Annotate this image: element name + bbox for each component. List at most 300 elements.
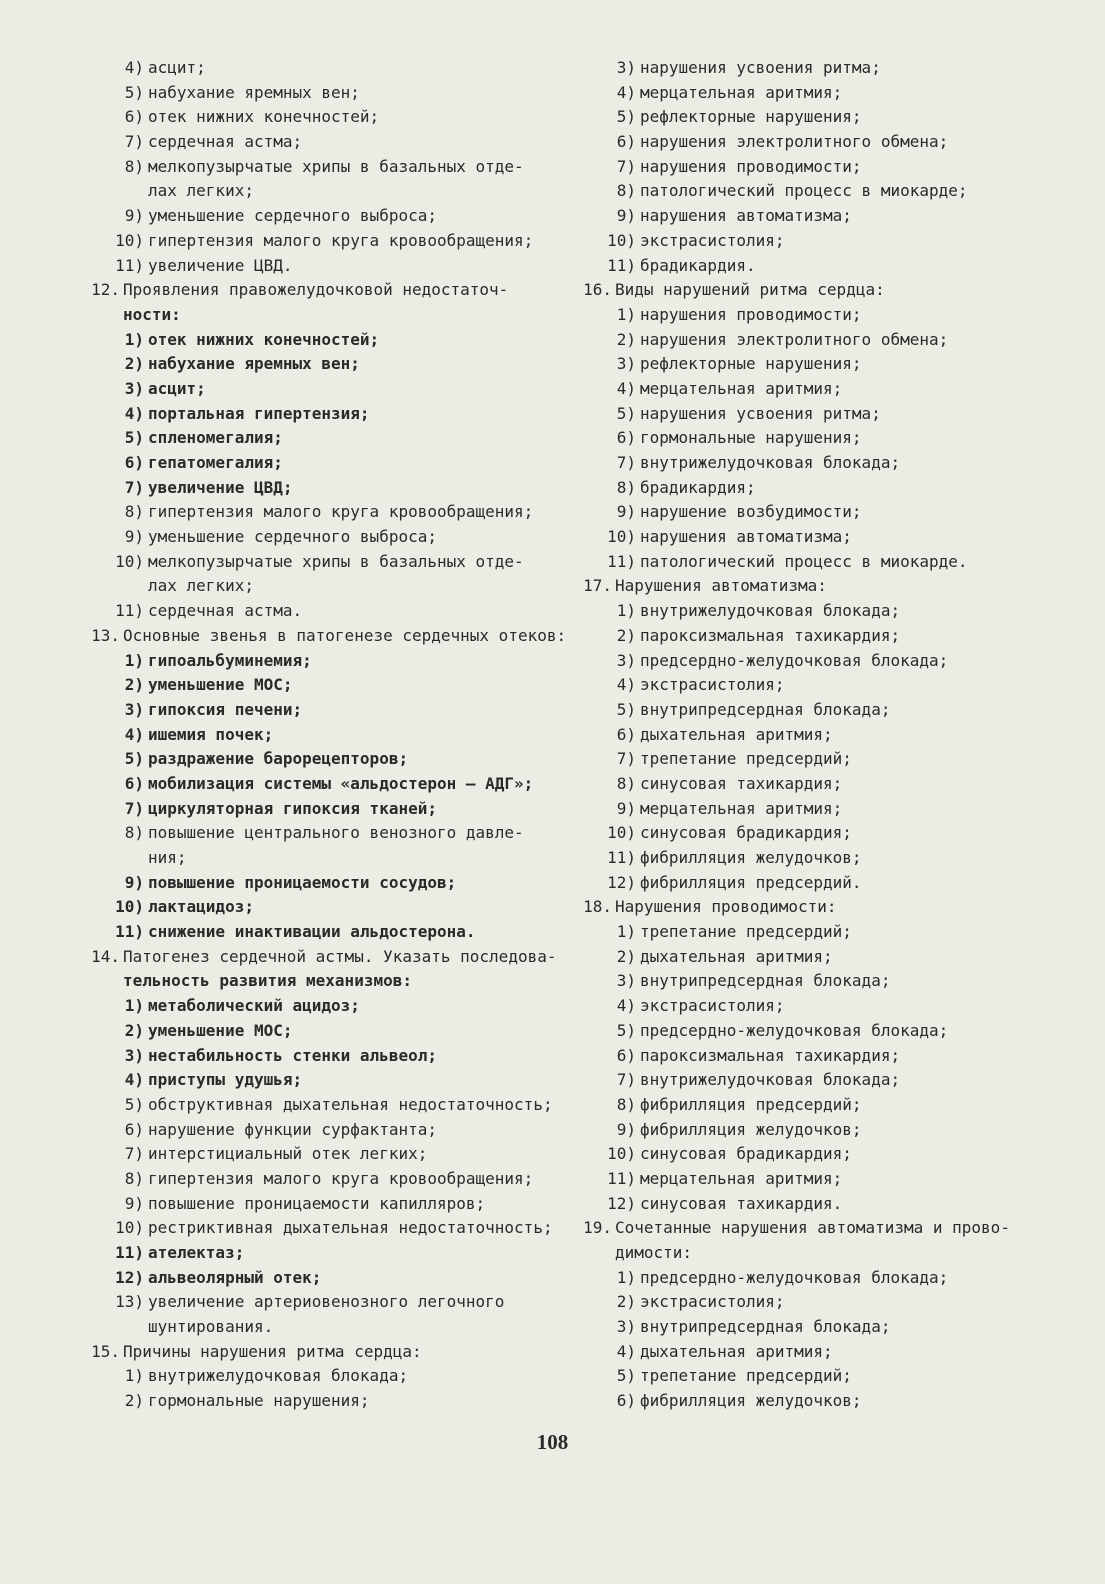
item-text: увеличение артериовенозного легочного — [148, 1292, 505, 1312]
list-item — [578, 1167, 1068, 1192]
item-text: трепетание предсердий; — [640, 1366, 852, 1386]
item-text: нарушения усвоения ритма; — [640, 403, 881, 423]
list-item — [86, 1167, 562, 1192]
item-number: 3) — [616, 650, 636, 670]
list-item — [86, 723, 562, 748]
item-number: 11) — [607, 1168, 636, 1188]
item-text: нарушения проводимости; — [640, 304, 862, 324]
item-text: мелкопузырчатые хрипы в базальных отде- — [148, 551, 524, 571]
list-item — [86, 920, 562, 945]
list-item — [86, 352, 562, 377]
item-text: лах легких; — [148, 576, 254, 596]
list-item — [578, 303, 1068, 328]
item-number: 1) — [124, 329, 144, 349]
item-number: 8) — [616, 773, 636, 793]
list-item — [578, 1044, 1068, 1069]
list-item — [86, 550, 562, 575]
item-number: 2) — [616, 946, 636, 966]
item-number: 3) — [616, 1317, 636, 1337]
item-number: 2) — [616, 625, 636, 645]
list-item — [578, 599, 1068, 624]
item-text: ния; — [148, 848, 187, 867]
list-item — [578, 402, 1068, 427]
question — [578, 574, 1068, 599]
item-text: рестриктивная дыхательная недостаточность; — [148, 1218, 553, 1238]
item-text: гормональные нарушения; — [640, 428, 862, 448]
item-text: отек нижних конечностей; — [148, 329, 380, 349]
question-text: Проявления правожелудочковой недостаточ- — [123, 280, 509, 300]
list-item — [578, 920, 1068, 945]
list-item — [86, 426, 562, 451]
item-text: патологический процесс в миокарде. — [640, 551, 968, 571]
list-item — [86, 229, 562, 254]
list-item — [578, 797, 1068, 822]
item-number: 10) — [115, 230, 144, 250]
item-text: уменьшение МОС; — [148, 675, 293, 695]
item-number: 4) — [616, 1341, 636, 1361]
item-text: уменьшение сердечного выброса; — [148, 527, 437, 547]
item-number: 2) — [124, 1391, 144, 1411]
item-number: 6) — [124, 1119, 144, 1139]
item-text: фибрилляция желудочков; — [640, 848, 862, 867]
line-continuation — [86, 969, 562, 994]
item-number: 2) — [616, 1292, 636, 1312]
item-text: предсердно-желудочковая блокада; — [640, 1020, 949, 1040]
list-item — [578, 673, 1068, 698]
item-number: 6) — [616, 1045, 636, 1065]
question-text: Основные звенья в патогенезе сердечных отеков: — [123, 625, 567, 645]
question — [578, 278, 1068, 303]
list-item — [86, 130, 562, 155]
item-number: 8) — [616, 1094, 636, 1114]
item-text: повышение проницаемости сосудов; — [148, 872, 457, 892]
list-item — [86, 1192, 562, 1217]
question-number: 15. — [91, 1341, 120, 1361]
item-number: 10) — [115, 551, 144, 571]
list-item — [578, 1118, 1068, 1143]
list-item — [86, 1389, 562, 1414]
list-item — [578, 56, 1068, 81]
item-number: 11) — [115, 255, 144, 275]
item-number: 7) — [124, 798, 144, 818]
question-text: Сочетанные нарушения автоматизма и прово- — [615, 1218, 1010, 1238]
item-text: экстрасистолия; — [640, 230, 785, 250]
item-number: 6) — [616, 724, 636, 744]
list-item — [86, 476, 562, 501]
item-text: нарушения автоматизма; — [640, 206, 852, 226]
item-text: уменьшение МОС; — [148, 1020, 293, 1040]
list-item — [86, 451, 562, 476]
item-number: 1) — [124, 650, 144, 670]
item-number: 7) — [124, 132, 144, 152]
question — [578, 895, 1068, 920]
list-item — [86, 402, 562, 427]
item-text: раздражение барорецепторов; — [148, 749, 409, 769]
item-number: 5) — [616, 107, 636, 127]
item-text: мерцательная аритмия; — [640, 82, 843, 102]
question-text: Патогенез сердечной астмы. Указать последова- — [123, 946, 557, 966]
item-text: синусовая тахикардия. — [640, 1193, 843, 1213]
item-text: фибрилляция желудочков; — [640, 1119, 862, 1139]
item-number: 9) — [124, 1193, 144, 1213]
list-item — [578, 105, 1068, 130]
item-number: 5) — [616, 699, 636, 719]
list-item — [86, 698, 562, 723]
list-item — [86, 1068, 562, 1093]
item-text: рефлекторные нарушения; — [640, 354, 862, 374]
item-text: трепетание предсердий; — [640, 749, 852, 769]
question-number: 14. — [91, 946, 120, 966]
item-number: 1) — [124, 1366, 144, 1386]
item-number: 6) — [616, 1391, 636, 1411]
item-text: гормональные нарушения; — [148, 1391, 370, 1411]
item-text: увеличение ЦВД. — [148, 255, 293, 275]
item-number: 1) — [616, 601, 636, 621]
item-text: нарушения электролитного обмена; — [640, 329, 949, 349]
line-continuation — [86, 574, 562, 599]
item-number: 3) — [124, 699, 144, 719]
item-text: трепетание предсердий; — [640, 922, 852, 942]
list-item — [578, 1266, 1068, 1291]
line-continuation — [86, 1315, 562, 1340]
item-number: 5) — [124, 1094, 144, 1114]
list-item — [578, 821, 1068, 846]
list-item — [86, 1241, 562, 1266]
item-number: 1) — [616, 922, 636, 942]
item-text: синусовая брадикардия; — [640, 823, 852, 843]
list-item — [578, 179, 1068, 204]
item-text: интерстициальный отек легких; — [148, 1144, 428, 1164]
list-item — [578, 624, 1068, 649]
item-number: 13) — [115, 1292, 144, 1312]
item-text: мерцательная аритмия; — [640, 1168, 843, 1188]
item-number: 9) — [124, 527, 144, 547]
list-item — [578, 723, 1068, 748]
item-text: ности: — [123, 304, 181, 324]
list-item — [86, 994, 562, 1019]
item-number: 2) — [124, 354, 144, 374]
list-item — [86, 1216, 562, 1241]
item-number: 8) — [124, 502, 144, 522]
item-text: внутрижелудочковая блокада; — [640, 1070, 901, 1090]
item-number: 8) — [124, 1168, 144, 1188]
list-item — [578, 377, 1068, 402]
list-item — [86, 1364, 562, 1389]
list-item — [578, 1340, 1068, 1365]
list-item — [578, 1364, 1068, 1389]
list-item — [86, 204, 562, 229]
item-number: 9) — [616, 798, 636, 818]
item-text: повышение центрального венозного давле- — [148, 823, 524, 843]
line-continuation — [578, 1241, 1068, 1266]
list-item — [578, 130, 1068, 155]
list-item — [86, 797, 562, 822]
list-item — [86, 1118, 562, 1143]
item-text: дыхательная аритмия; — [640, 1341, 833, 1361]
list-item — [86, 105, 562, 130]
item-number: 11) — [607, 848, 636, 867]
item-number: 10) — [607, 230, 636, 250]
item-number: 7) — [616, 453, 636, 472]
list-item — [578, 994, 1068, 1019]
list-item — [86, 1290, 562, 1315]
item-number: 5) — [124, 749, 144, 769]
item-number: 5) — [616, 403, 636, 423]
question-number: 16. — [583, 280, 612, 300]
item-text: отек нижних конечностей; — [148, 107, 380, 127]
item-text: фибрилляция предсердий; — [640, 1094, 862, 1114]
item-text: гипоксия печени; — [148, 699, 303, 719]
item-text: пароксизмальная тахикардия; — [640, 1045, 901, 1065]
item-text: гипертензия малого круга кровообращения; — [148, 230, 534, 250]
item-text: внутрипредсердная блокада; — [640, 1317, 891, 1337]
item-number: 4) — [124, 58, 144, 77]
item-number: 1) — [616, 1267, 636, 1287]
item-text: обструктивная дыхательная недостаточность; — [148, 1094, 553, 1114]
item-text: нарушения автоматизма; — [640, 527, 852, 547]
item-text: предсердно-желудочковая блокада; — [640, 650, 949, 670]
item-text: внутрижелудочковая блокада; — [148, 1366, 409, 1386]
question-text: Виды нарушений ритма сердца: — [615, 280, 885, 300]
list-item — [578, 451, 1068, 476]
item-text: мерцательная аритмия; — [640, 378, 843, 398]
list-item — [578, 747, 1068, 772]
item-number: 11) — [115, 1243, 144, 1262]
item-text: экстрасистолия; — [640, 996, 785, 1016]
item-number: 10) — [607, 823, 636, 843]
item-number: 11) — [115, 922, 144, 942]
item-number: 4) — [616, 82, 636, 102]
left-column — [86, 56, 567, 1414]
list-item — [578, 550, 1068, 575]
item-number: 4) — [616, 378, 636, 398]
item-text: асцит; — [148, 378, 206, 398]
list-item — [578, 1142, 1068, 1167]
item-text: мобилизация системы «альдостерон – АДГ»; — [148, 773, 534, 793]
item-number: 8) — [124, 823, 144, 843]
list-item — [86, 81, 562, 106]
list-item — [86, 500, 562, 525]
item-number: 9) — [616, 1119, 636, 1139]
item-text: лактацидоз; — [148, 897, 254, 917]
item-number: 7) — [616, 749, 636, 769]
item-number: 5) — [616, 1020, 636, 1040]
question-number: 19. — [583, 1218, 612, 1238]
item-text: брадикардия; — [640, 477, 756, 497]
list-item — [578, 81, 1068, 106]
item-text: патологический процесс в миокарде; — [640, 181, 968, 201]
item-text: брадикардия. — [640, 255, 756, 275]
item-text: фибрилляция желудочков; — [640, 1391, 862, 1411]
list-item — [86, 1044, 562, 1069]
right-column — [578, 56, 1068, 1414]
list-item — [86, 673, 562, 698]
question-text: Нарушения проводимости: — [615, 897, 837, 917]
item-text: гипертензия малого круга кровообращения; — [148, 1168, 534, 1188]
item-text: внутрижелудочковая блокада; — [640, 453, 901, 472]
item-text: увеличение ЦВД; — [148, 477, 293, 497]
line-continuation — [86, 846, 562, 871]
item-number: 4) — [616, 996, 636, 1016]
item-number: 3) — [616, 354, 636, 374]
question-number: 12. — [91, 280, 120, 300]
item-number: 4) — [124, 403, 144, 423]
list-item — [86, 747, 562, 772]
item-text: рефлекторные нарушения; — [640, 107, 862, 127]
list-item — [578, 1315, 1068, 1340]
list-item — [578, 1093, 1068, 1118]
item-text: циркуляторная гипоксия тканей; — [148, 798, 437, 818]
list-item — [86, 1142, 562, 1167]
list-item — [86, 377, 562, 402]
item-text: нарушения проводимости; — [640, 156, 862, 176]
item-number: 7) — [124, 477, 144, 497]
question — [86, 1340, 562, 1365]
item-text: мерцательная аритмия; — [640, 798, 843, 818]
item-number: 5) — [616, 1366, 636, 1386]
item-number: 6) — [616, 428, 636, 448]
line-continuation — [86, 179, 562, 204]
item-text: экстрасистолия; — [640, 675, 785, 695]
question-number: 13. — [91, 625, 120, 645]
list-item — [578, 1389, 1068, 1414]
item-text: уменьшение сердечного выброса; — [148, 206, 437, 226]
item-text: ателектаз; — [148, 1243, 245, 1262]
list-item — [86, 525, 562, 550]
item-number: 1) — [124, 996, 144, 1016]
list-item — [86, 328, 562, 353]
item-number: 4) — [124, 1070, 144, 1090]
list-item — [86, 1093, 562, 1118]
list-item — [578, 328, 1068, 353]
item-text: нарушение возбудимости; — [640, 502, 862, 522]
item-number: 3) — [616, 58, 636, 77]
list-item — [578, 352, 1068, 377]
item-text: нарушения электролитного обмена; — [640, 132, 949, 152]
item-number: 7) — [616, 156, 636, 176]
item-number: 11) — [607, 255, 636, 275]
item-text: внутрижелудочковая блокада; — [640, 601, 901, 621]
list-item — [578, 945, 1068, 970]
item-text: димости: — [615, 1243, 693, 1262]
list-item — [86, 895, 562, 920]
item-text: лах легких; — [148, 181, 254, 201]
item-number: 5) — [124, 82, 144, 102]
item-number: 3) — [616, 971, 636, 991]
item-number: 4) — [124, 724, 144, 744]
item-number: 2) — [124, 1020, 144, 1040]
item-number: 6) — [124, 453, 144, 472]
item-number: 9) — [124, 872, 144, 892]
list-item — [578, 846, 1068, 871]
list-item — [86, 254, 562, 279]
item-number: 4) — [616, 675, 636, 695]
item-text: спленомегалия; — [148, 428, 283, 448]
list-item — [578, 1068, 1068, 1093]
item-text: снижение инактивации альдостерона. — [148, 922, 476, 942]
item-number: 8) — [124, 156, 144, 176]
item-text: набухание яремных вен; — [148, 82, 360, 102]
item-text: нарушения усвоения ритма; — [640, 58, 881, 77]
list-item — [578, 476, 1068, 501]
item-number: 10) — [607, 527, 636, 547]
item-number: 9) — [616, 502, 636, 522]
item-number: 6) — [616, 132, 636, 152]
question — [86, 945, 562, 970]
item-text: синусовая брадикардия; — [640, 1144, 852, 1164]
item-text: предсердно-желудочковая блокада; — [640, 1267, 949, 1287]
list-item — [578, 871, 1068, 896]
item-number: 10) — [607, 1144, 636, 1164]
item-text: тельность развития механизмов: — [123, 971, 412, 991]
item-number: 12) — [607, 1193, 636, 1213]
item-number: 6) — [124, 773, 144, 793]
item-number: 8) — [616, 181, 636, 201]
list-item — [86, 1019, 562, 1044]
question — [86, 278, 562, 303]
item-text: нарушение функции сурфактанта; — [148, 1119, 437, 1139]
item-number: 8) — [616, 477, 636, 497]
question — [578, 1216, 1068, 1241]
list-item — [578, 649, 1068, 674]
item-text: дыхательная аритмия; — [640, 724, 833, 744]
list-item — [86, 1266, 562, 1291]
item-number: 7) — [616, 1070, 636, 1090]
list-item — [578, 426, 1068, 451]
item-text: шунтирования. — [148, 1317, 274, 1337]
item-text: повышение проницаемости капилляров; — [148, 1193, 486, 1213]
item-text: метаболический ацидоз; — [148, 996, 360, 1016]
item-text: гипоальбуминемия; — [148, 650, 312, 670]
item-number: 12) — [115, 1267, 144, 1287]
question-number: 17. — [583, 576, 612, 596]
item-number: 7) — [124, 1144, 144, 1164]
item-number: 3) — [124, 1045, 144, 1065]
item-text: пароксизмальная тахикардия; — [640, 625, 901, 645]
list-item — [578, 772, 1068, 797]
item-number: 9) — [124, 206, 144, 226]
list-item — [578, 698, 1068, 723]
list-item — [578, 229, 1068, 254]
list-item — [86, 821, 562, 846]
question — [86, 624, 567, 649]
item-text: нестабильность стенки альвеол; — [148, 1045, 437, 1065]
item-text: гипертензия малого круга кровообращения; — [148, 502, 534, 522]
item-number: 12) — [607, 872, 636, 892]
item-number: 5) — [124, 428, 144, 448]
item-text: портальная гипертензия; — [148, 403, 370, 423]
item-number: 10) — [115, 897, 144, 917]
page-number: 108 — [536, 1430, 569, 1454]
list-item — [578, 204, 1068, 229]
list-item — [86, 599, 562, 624]
item-text: сердечная астма. — [148, 601, 303, 621]
item-text: альвеолярный отек; — [148, 1267, 322, 1287]
item-number: 3) — [124, 378, 144, 398]
list-item — [86, 155, 562, 180]
item-number: 9) — [616, 206, 636, 226]
item-number: 2) — [124, 675, 144, 695]
item-text: гепатомегалия; — [148, 453, 283, 472]
item-text: экстрасистолия; — [640, 1292, 785, 1312]
item-number: 1) — [616, 304, 636, 324]
list-item — [86, 772, 562, 797]
list-item — [578, 525, 1068, 550]
list-item — [578, 500, 1068, 525]
item-number: 11) — [115, 601, 144, 621]
item-text: дыхательная аритмия; — [640, 946, 833, 966]
item-text: приступы удушья; — [148, 1070, 303, 1090]
